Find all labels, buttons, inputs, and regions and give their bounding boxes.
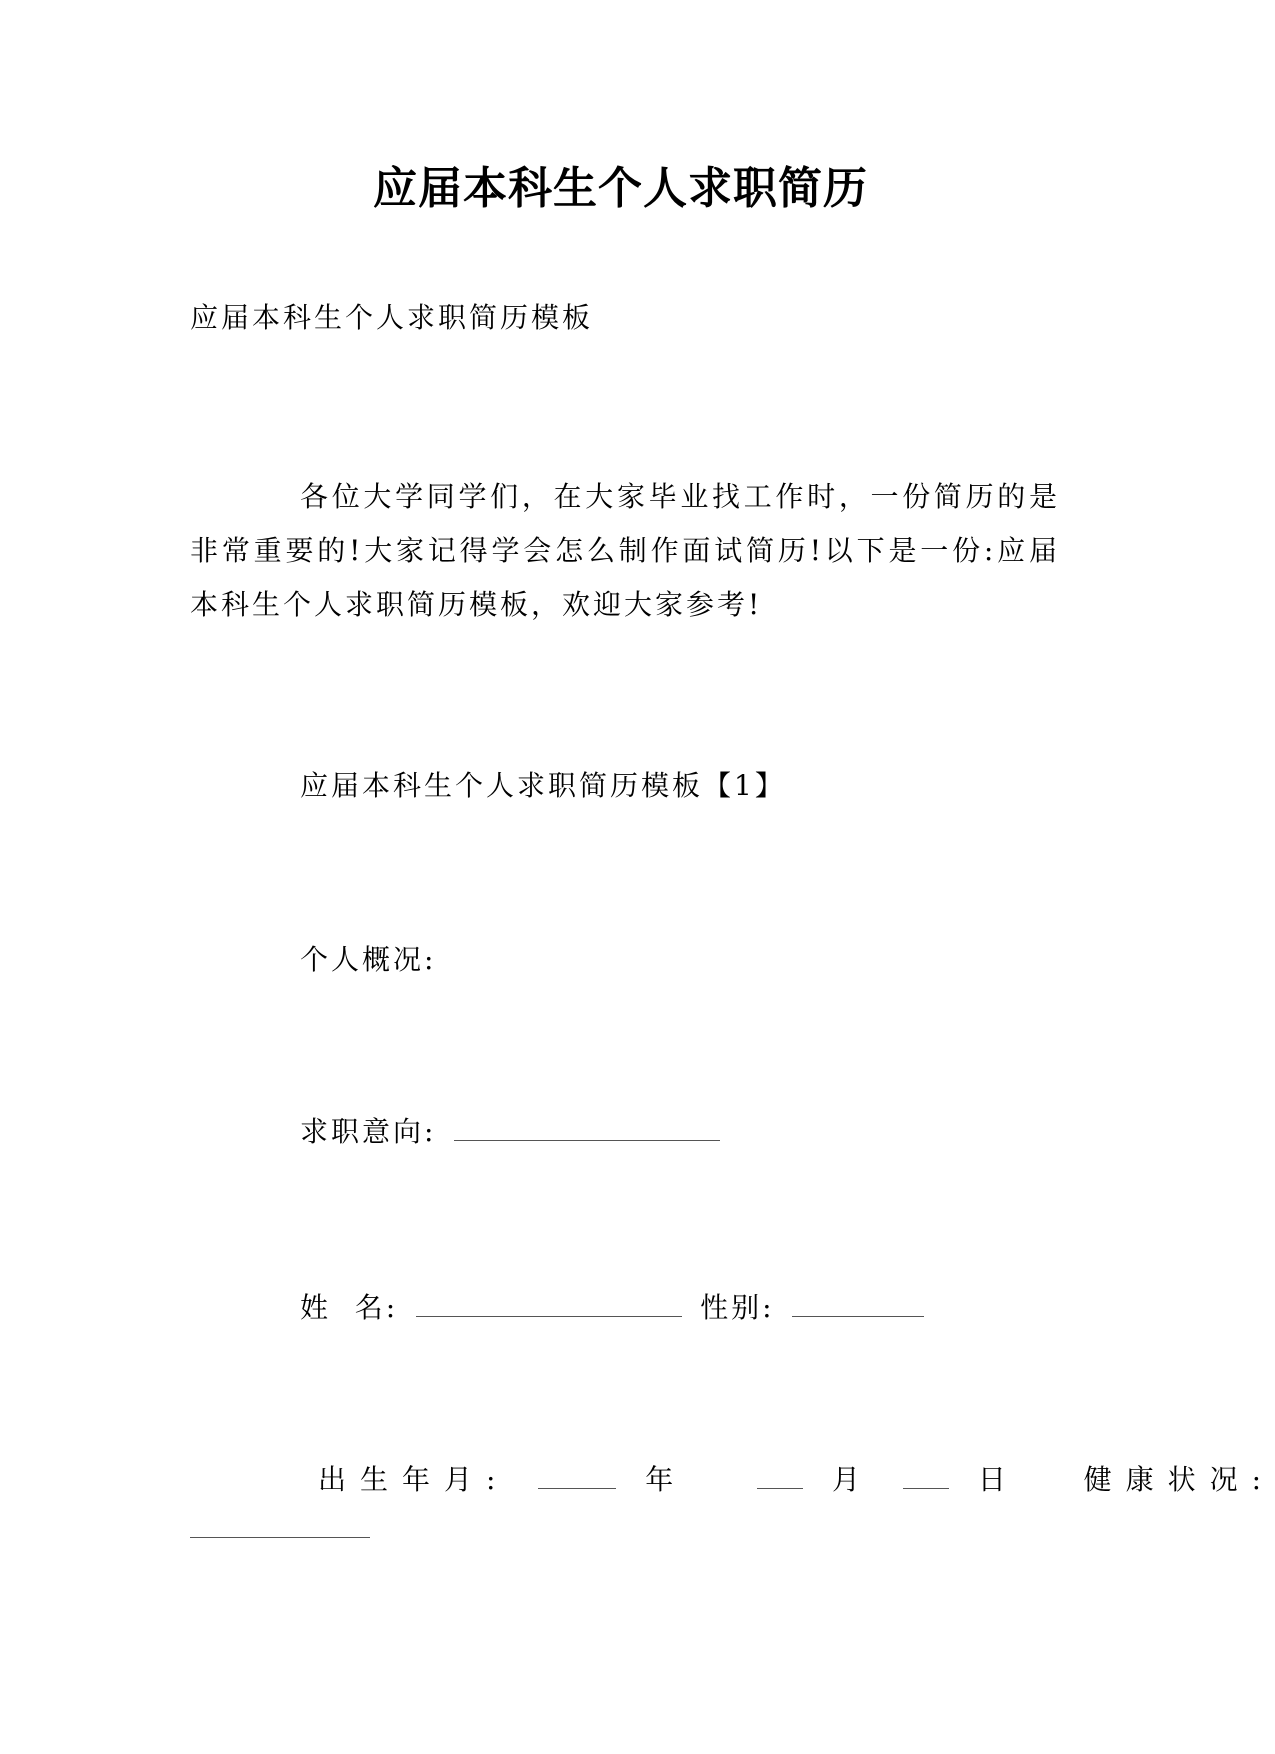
gender-blank[interactable] — [792, 1315, 924, 1317]
gender-label: 性别: — [700, 1291, 775, 1324]
job-intention-label: 求职意向: — [300, 1115, 437, 1148]
section-heading: 应届本科生个人求职简历模板【1】 — [300, 769, 786, 802]
birth-health-row — [318, 1458, 1275, 1498]
name-blank[interactable] — [416, 1315, 682, 1317]
year-label: 年 — [645, 1463, 688, 1496]
job-intention-blank[interactable] — [454, 1139, 720, 1141]
day-label: 日 — [977, 1463, 1020, 1496]
document-title: 应届本科生个人求职简历 — [373, 163, 868, 214]
birth-day-blank[interactable] — [903, 1487, 949, 1489]
birth-label: 出生年月: — [318, 1463, 510, 1496]
birth-year-blank[interactable] — [538, 1487, 616, 1489]
health-blank[interactable] — [190, 1536, 370, 1538]
personal-overview-label: 个人概况: — [300, 943, 437, 976]
intro-paragraph: 各位大学同学们，在大家毕业找工作时，一份简历的是非常重要的!大家记得学会怎么制作面试简历!以下是一份:应届本科生个人求职简历模板，欢迎大家参考! — [190, 480, 1060, 621]
job-intention-row — [300, 1110, 726, 1150]
name-gender-row — [300, 1286, 930, 1326]
month-label: 月 — [831, 1463, 874, 1496]
health-blank-row — [190, 1512, 376, 1545]
birth-month-blank[interactable] — [757, 1487, 803, 1489]
document-subtitle: 应届本科生个人求职简历模板 — [190, 301, 594, 334]
health-label: 健康状况: — [1083, 1463, 1275, 1496]
name-label: 姓 名: — [300, 1291, 399, 1324]
